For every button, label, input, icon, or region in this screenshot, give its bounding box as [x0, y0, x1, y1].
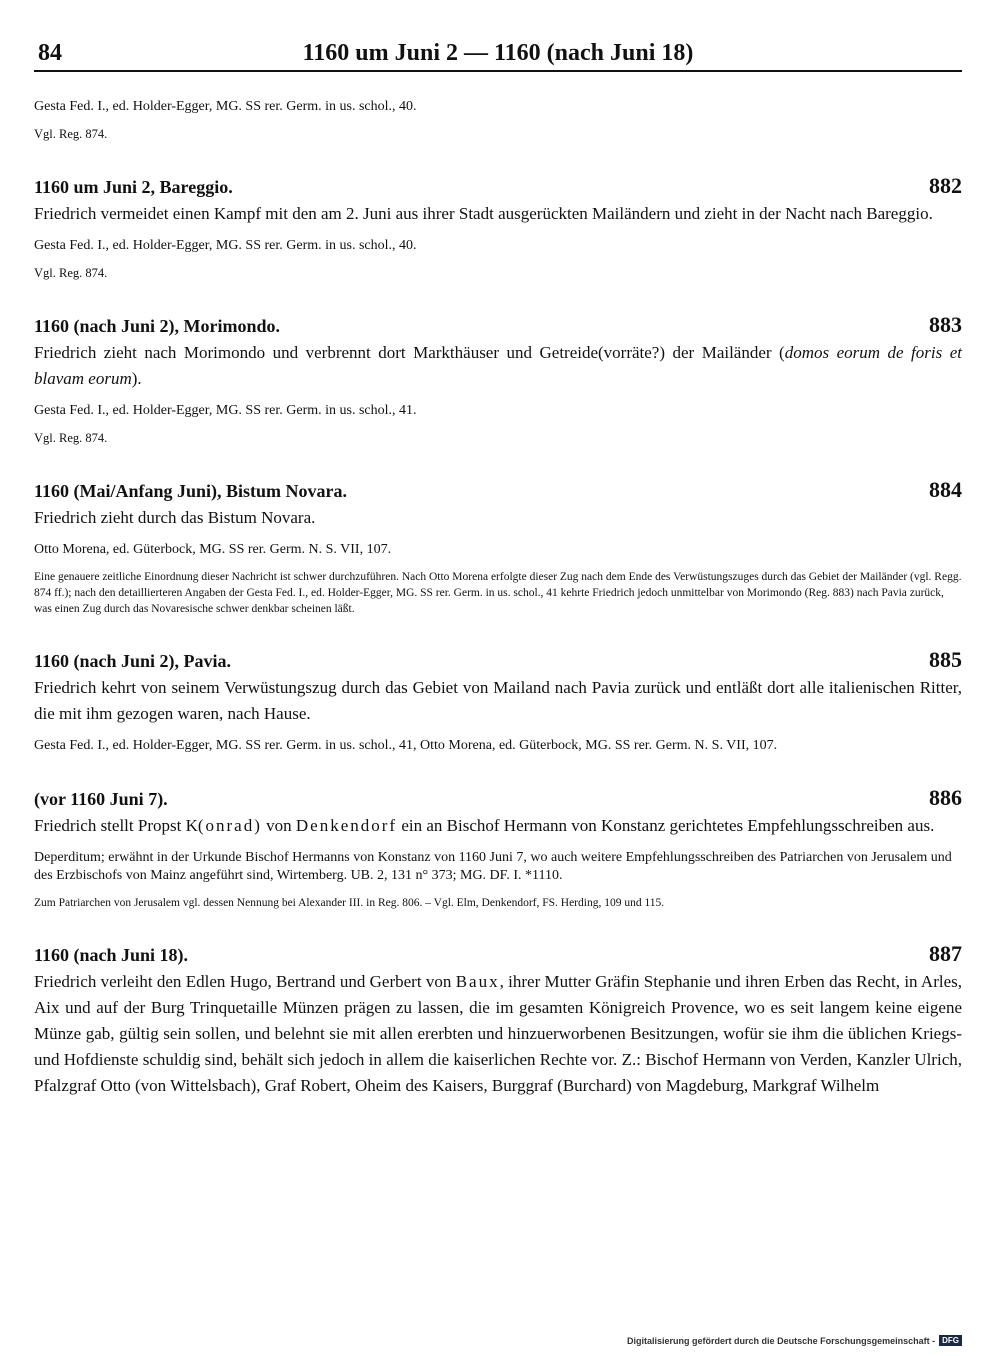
page-title: 1160 um Juni 2 — 1160 (nach Juni 18) [302, 40, 694, 66]
regest-entry-885 [34, 647, 962, 755]
dfg-logo-icon: DFG [939, 1335, 962, 1346]
entry-number: 885 [929, 647, 962, 672]
entry-heading [34, 647, 962, 673]
entry-text [34, 813, 962, 839]
entry-heading [34, 173, 962, 199]
entry-number: 887 [929, 941, 962, 966]
entry-number: 884 [929, 477, 962, 502]
entry-date-place: (vor 1160 Juni 7). [34, 789, 168, 809]
regest-entry-886 [34, 785, 962, 911]
entry-note: Zum Patriarchen von Jerusalem vgl. dessen Nennung bei Alexander III. in Reg. 806. – Vgl. Elm, Denkendorf, FS. Herding, 109 und 115. [34, 897, 665, 909]
entry-heading [34, 312, 962, 338]
page-number: 84 [38, 40, 62, 66]
entry-heading [34, 785, 962, 811]
entry-text: Friedrich zieht durch das Bistum Novara. [34, 508, 316, 527]
regest-entry-884 [34, 477, 962, 617]
entry-source-note: Deperditum; erwähnt in der Urkunde Bischof Hermanns von Konstanz von 1160 Juni 7, wo auch weitere Empfehlungsschreiben des Patriarchen von Jerusalem und des Erzbischofs von Mainz angeführt sind, Wirtemberg. UB. 2, 131 n° 373; MG. DF. I. *1110. [34, 850, 952, 883]
entry-source: Gesta Fed. I., ed. Holder-Egger, MG. SS rer. Germ. in us. schol., 40. [34, 238, 417, 253]
entry-text-main: Friedrich zieht nach Morimondo und verbrennt dort Markthäuser und Getreide(vorräte?) der Mailänder ( [34, 343, 785, 362]
entry-date-place: 1160 um Juni 2, Bareggio. [34, 177, 233, 197]
entry-text-part: , ihrer Mutter Gräfin Stephanie und ihren Erben das Recht, in Arles, Aix und auf der Burg Trinquetaille Münzen prägen zu lassen, die im gesamten Königreich Provence, wo es seit langem keine eigene Münze gab, gültig sein sollen, und belehnt sie mit allen ererbten und hinzuerworbenen Besitzungen, wofür sie ihm die üblichen Kriegs- und Hofdienste schuldig sind, behält sich jedoch in allem die kaiserlichen Rechte vor. Z.: Bischof Hermann von Verden, Kanzler Ulrich, Pfalzgraf Otto (von Wittelsbach), Graf Robert, Oheim des Kaisers, Burggraf (Burchard) von Magdeburg, Markgraf Wilhelm [34, 972, 962, 1095]
entry-text: Friedrich kehrt von seinem Verwüstungszug durch das Gebiet von Mailand nach Pavia zurück und entläßt dort alle italienischen Ritter, die mit ihm gezogen waren, nach Hause. [34, 678, 962, 723]
footer-credit: Digitalisierung gefördert durch die Deutsche Forschungsgemeinschaft - [627, 1335, 936, 1346]
entry-text-part: Friedrich verleiht den Edlen Hugo, Bertrand und Gerbert von [34, 972, 456, 991]
entry-heading [34, 477, 962, 503]
page-header [34, 40, 962, 72]
entry-note: Eine genauere zeitliche Einordnung dieser Nachricht ist schwer durchzuführen. Nach Otto Morena erfolgte dieser Zug nach dem Ende des Verwüstungszuges durch das Gebiet der Mailänder (vgl. Regg. 874 ff.); nach den detaillierteren Angaben der Gesta Fed. I., ed. Holder-Egger, MG. SS rer. Germ. in us. schol., 41 kehrte Friedrich jedoch unmittelbar von Morimondo (Reg. 883) nach Pavia zurück, was einen Zug durch das Novaresische schwer denkbar scheinen läßt. [34, 571, 962, 615]
entry-text-end: ). [131, 369, 142, 388]
entry-text: Friedrich vermeidet einen Kampf mit den am 2. Juni aus ihrer Stadt ausgerückten Mailändern und zieht in der Nacht nach Bareggio. [34, 204, 933, 223]
intro-reference: Vgl. Reg. 874. [34, 127, 108, 141]
entry-heading [34, 941, 962, 967]
entry-reference: Vgl. Reg. 874. [34, 266, 108, 280]
entry-source: Gesta Fed. I., ed. Holder-Egger, MG. SS rer. Germ. in us. schol., 41, Otto Morena, ed. Güterbock, MG. SS rer. Germ. N. S. VII, 107. [34, 738, 778, 753]
entry-reference: Vgl. Reg. 874. [34, 431, 108, 445]
intro-source: Gesta Fed. I., ed. Holder-Egger, MG. SS rer. Germ. in us. schol., 40. [34, 99, 417, 114]
entry-date-place: 1160 (Mai/Anfang Juni), Bistum Novara. [34, 481, 348, 501]
entry-date-place: 1160 (nach Juni 2), Pavia. [34, 651, 232, 671]
entry-text-part: von [261, 816, 296, 835]
entry-number: 882 [929, 173, 962, 198]
entry-source: Otto Morena, ed. Güterbock, MG. SS rer. Germ. N. S. VII, 107. [34, 542, 392, 557]
document-page [34, 40, 962, 1109]
entry-text [34, 340, 962, 392]
regest-entry-887 [34, 941, 962, 1099]
entry-date-place: 1160 (nach Juni 2), Morimondo. [34, 316, 281, 336]
regest-entry-883 [34, 312, 962, 447]
entry-date-place: 1160 (nach Juni 18). [34, 945, 189, 965]
entry-source: Gesta Fed. I., ed. Holder-Egger, MG. SS rer. Germ. in us. schol., 41. [34, 403, 417, 418]
entry-text-part: ein an Bischof Hermann von Konstanz gerichtetes Empfehlungsschreiben aus. [397, 816, 935, 835]
entry-text-part: Friedrich stellt Propst K [34, 816, 198, 835]
entry-number: 883 [929, 312, 962, 337]
page-footer [627, 1335, 962, 1346]
entry-text-place-name: Denkendorf [295, 816, 398, 835]
entry-text [34, 969, 962, 1099]
entry-number: 886 [929, 785, 962, 810]
entry-text-family-name: Baux [455, 972, 500, 991]
entry-text-quote: domos eorum de foris et blavam eorum [34, 343, 962, 388]
entry-text-name-expansion: (onrad) [197, 816, 262, 835]
regest-entry-882 [34, 173, 962, 282]
